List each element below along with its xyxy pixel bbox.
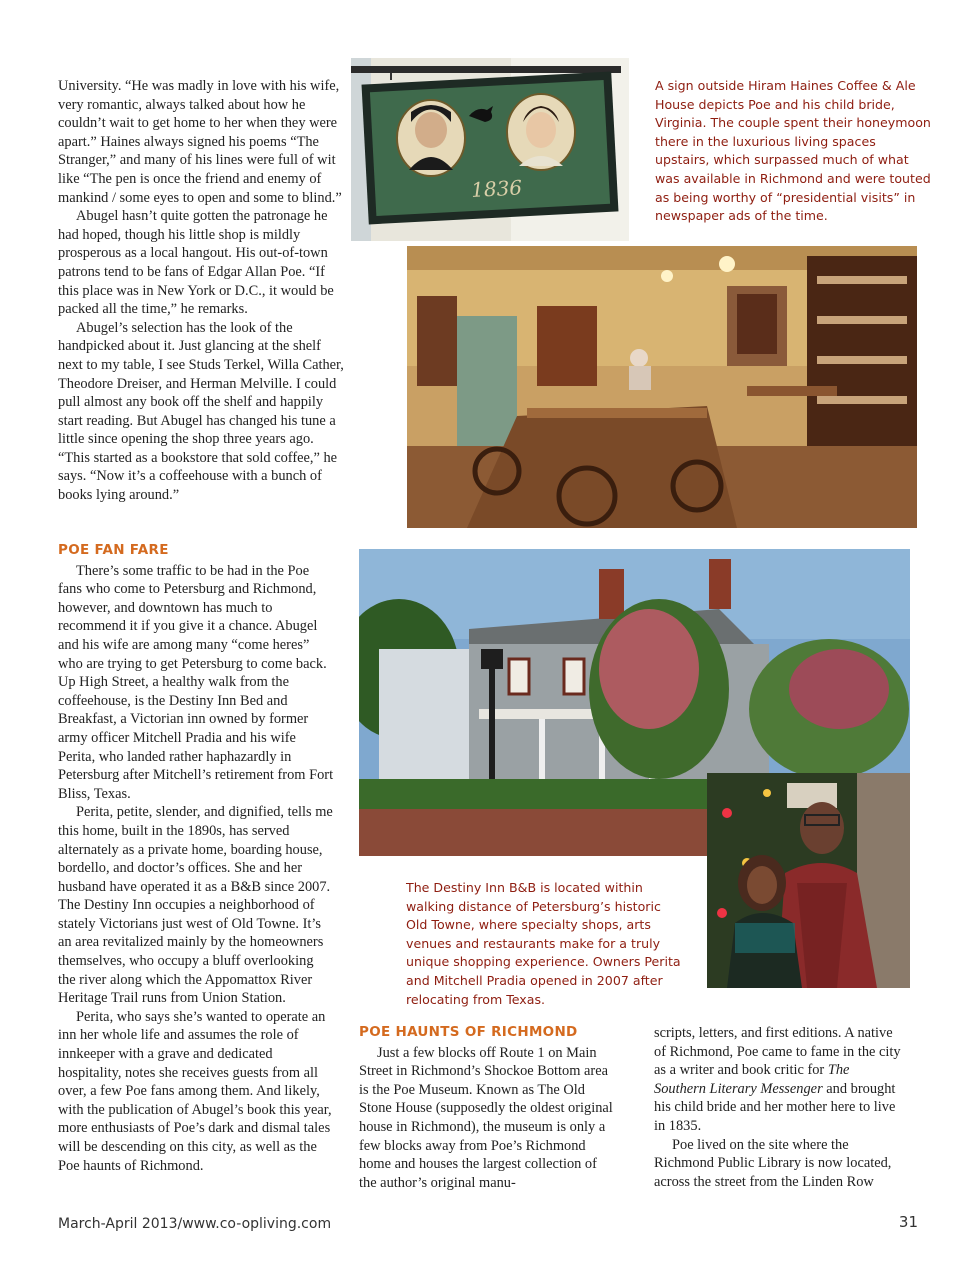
sign-year: 1836 — [470, 175, 523, 203]
caption-sign: A sign outside Hiram Haines Coffee & Ale House depicts Poe and his child bride, Virginia. The couple spent their honeymoon there in the luxurious living spaces upstairs, which surpassed much of what was available in Richmond and were touted as being worthy of “presidential visits” in newspaper ads of the time. — [655, 78, 931, 224]
page-number: 31 — [898, 1213, 918, 1231]
photo-sign — [351, 58, 629, 241]
photo-owners — [707, 773, 910, 988]
photo-coffeehouse-interior — [407, 246, 917, 528]
column-left-lower — [58, 541, 334, 1175]
column-left — [58, 77, 346, 505]
body-paragraph: University. “He was madly in love with his wife, very romantic, always talked about how he couldn’t wait to get home to her when they were apart.” Haines always signed his poems “The Stranger,” and many of his lines were full of wit like “The pen is once the friend and enemy of mankind / some eyes to open and some to blind.” — [58, 78, 342, 206]
body-paragraph: Abugel’s selection has the look of the handpicked about it. Just glancing at the shelf next to my table, I see Studs Terkel, Willa Cather, Theodore Dreiser, and Herman Melville. I could pull almost any book off the shelf and happily start reading. But Abugel has changed his tune a little since opening the shop three years ago. “This started as a bookstore that sold coffee,” he says. “Now it’s a coffeehouse with a bunch of books lying around.” — [58, 319, 344, 504]
body-paragraph: Perita, who says she’s wanted to operate an inn her whole life and assumes the role of innkeeper with a grave and dedicated hospitality, notes she receives guests from all over, a few Poe fans among them. And likely, with the publication of Abugel’s book this year, more enthusiasts of Poe’s dark and dismal tales will be descending on this city, as well as the Poe haunts of Richmond. — [58, 1008, 332, 1174]
body-paragraph: Perita, petite, slender, and dignified, tells me this home, built in the 1890s, has served alternately as a private home, boarding house, bordello, and doctor’s offices. She and her husband have operated it as a B&B since 2007. The Destiny Inn occupies a neighborhood of stately Victorians just west of Old Towne. It’s an area revitalized mainly by the homeowners themselves, who occupy a bluff overlooking the river along which the Appomattox River Heritage Trail runs from Union Station. — [58, 804, 333, 1007]
body-paragraph: Just a few blocks off Route 1 on Main Street in Richmond’s Shockoe Bottom area is the Poe Museum. Known as The Old Stone House (supposedly the oldest original house in Richmond), the museum is only a few blocks away from Poe’s Richmond home and houses the largest collection of the author’s original manu- — [359, 1044, 613, 1191]
footer-issue-url: March-April 2013/www.co-opliving.com — [58, 1216, 332, 1232]
body-paragraph: There’s some traffic to be had in the Poe fans who come to Petersburg and Richmond, however, and downtown has much to recommend it if you give it a chance. Abugel and his wife are among many “come heres” who are trying to get Petersburg to come back. Up High Street, a healthy walk from the coffeehouse, is the Destiny Inn Bed and Breakfast, a Victorian inn owned by former army officer Mitchell Pradia and his wife Perita, who landed rather haphazardly in Petersburg after Mitchell’s retirement from Fort Bliss, Texas. — [58, 562, 334, 802]
body-paragraph: Abugel hasn’t quite gotten the patronage he had hoped, though his little shop is mildly prosperous as a local hangout. His out-of-town patrons tend to be fans of Edgar Allan Poe. “If this place was in New York or D.C., it would be packed all the time,” he remarks. — [58, 208, 334, 318]
body-paragraph: Poe lived on the site where the Richmond Public Library is now located, across the street from the Linden Row — [654, 1136, 892, 1190]
caption-destiny-inn: The Destiny Inn B&B is located within walking distance of Petersburg’s historic Old Towne, where specialty shops, arts venues and restaurants make for a truly unique shopping experience. Owners Perita and Mitchell Pradia opened in 2007 after relocating from Texas. — [406, 880, 681, 1007]
section-heading-poe-haunts: POE HAUNTS OF RICHMOND — [359, 1024, 578, 1040]
column-middle — [359, 1023, 614, 1192]
section-heading-poe-fan-fare: POE FAN FARE — [58, 542, 169, 558]
magazine-title: The Southern Literary Messenger — [654, 1062, 850, 1097]
body-paragraph: scripts, letters, and first editions. A native of Richmond, Poe came to fame in the city as a writer and book critic for The Southern Literary Messenger and brought his child bride and her mother here to live in 1835. — [654, 1025, 901, 1134]
column-right — [654, 1024, 904, 1191]
